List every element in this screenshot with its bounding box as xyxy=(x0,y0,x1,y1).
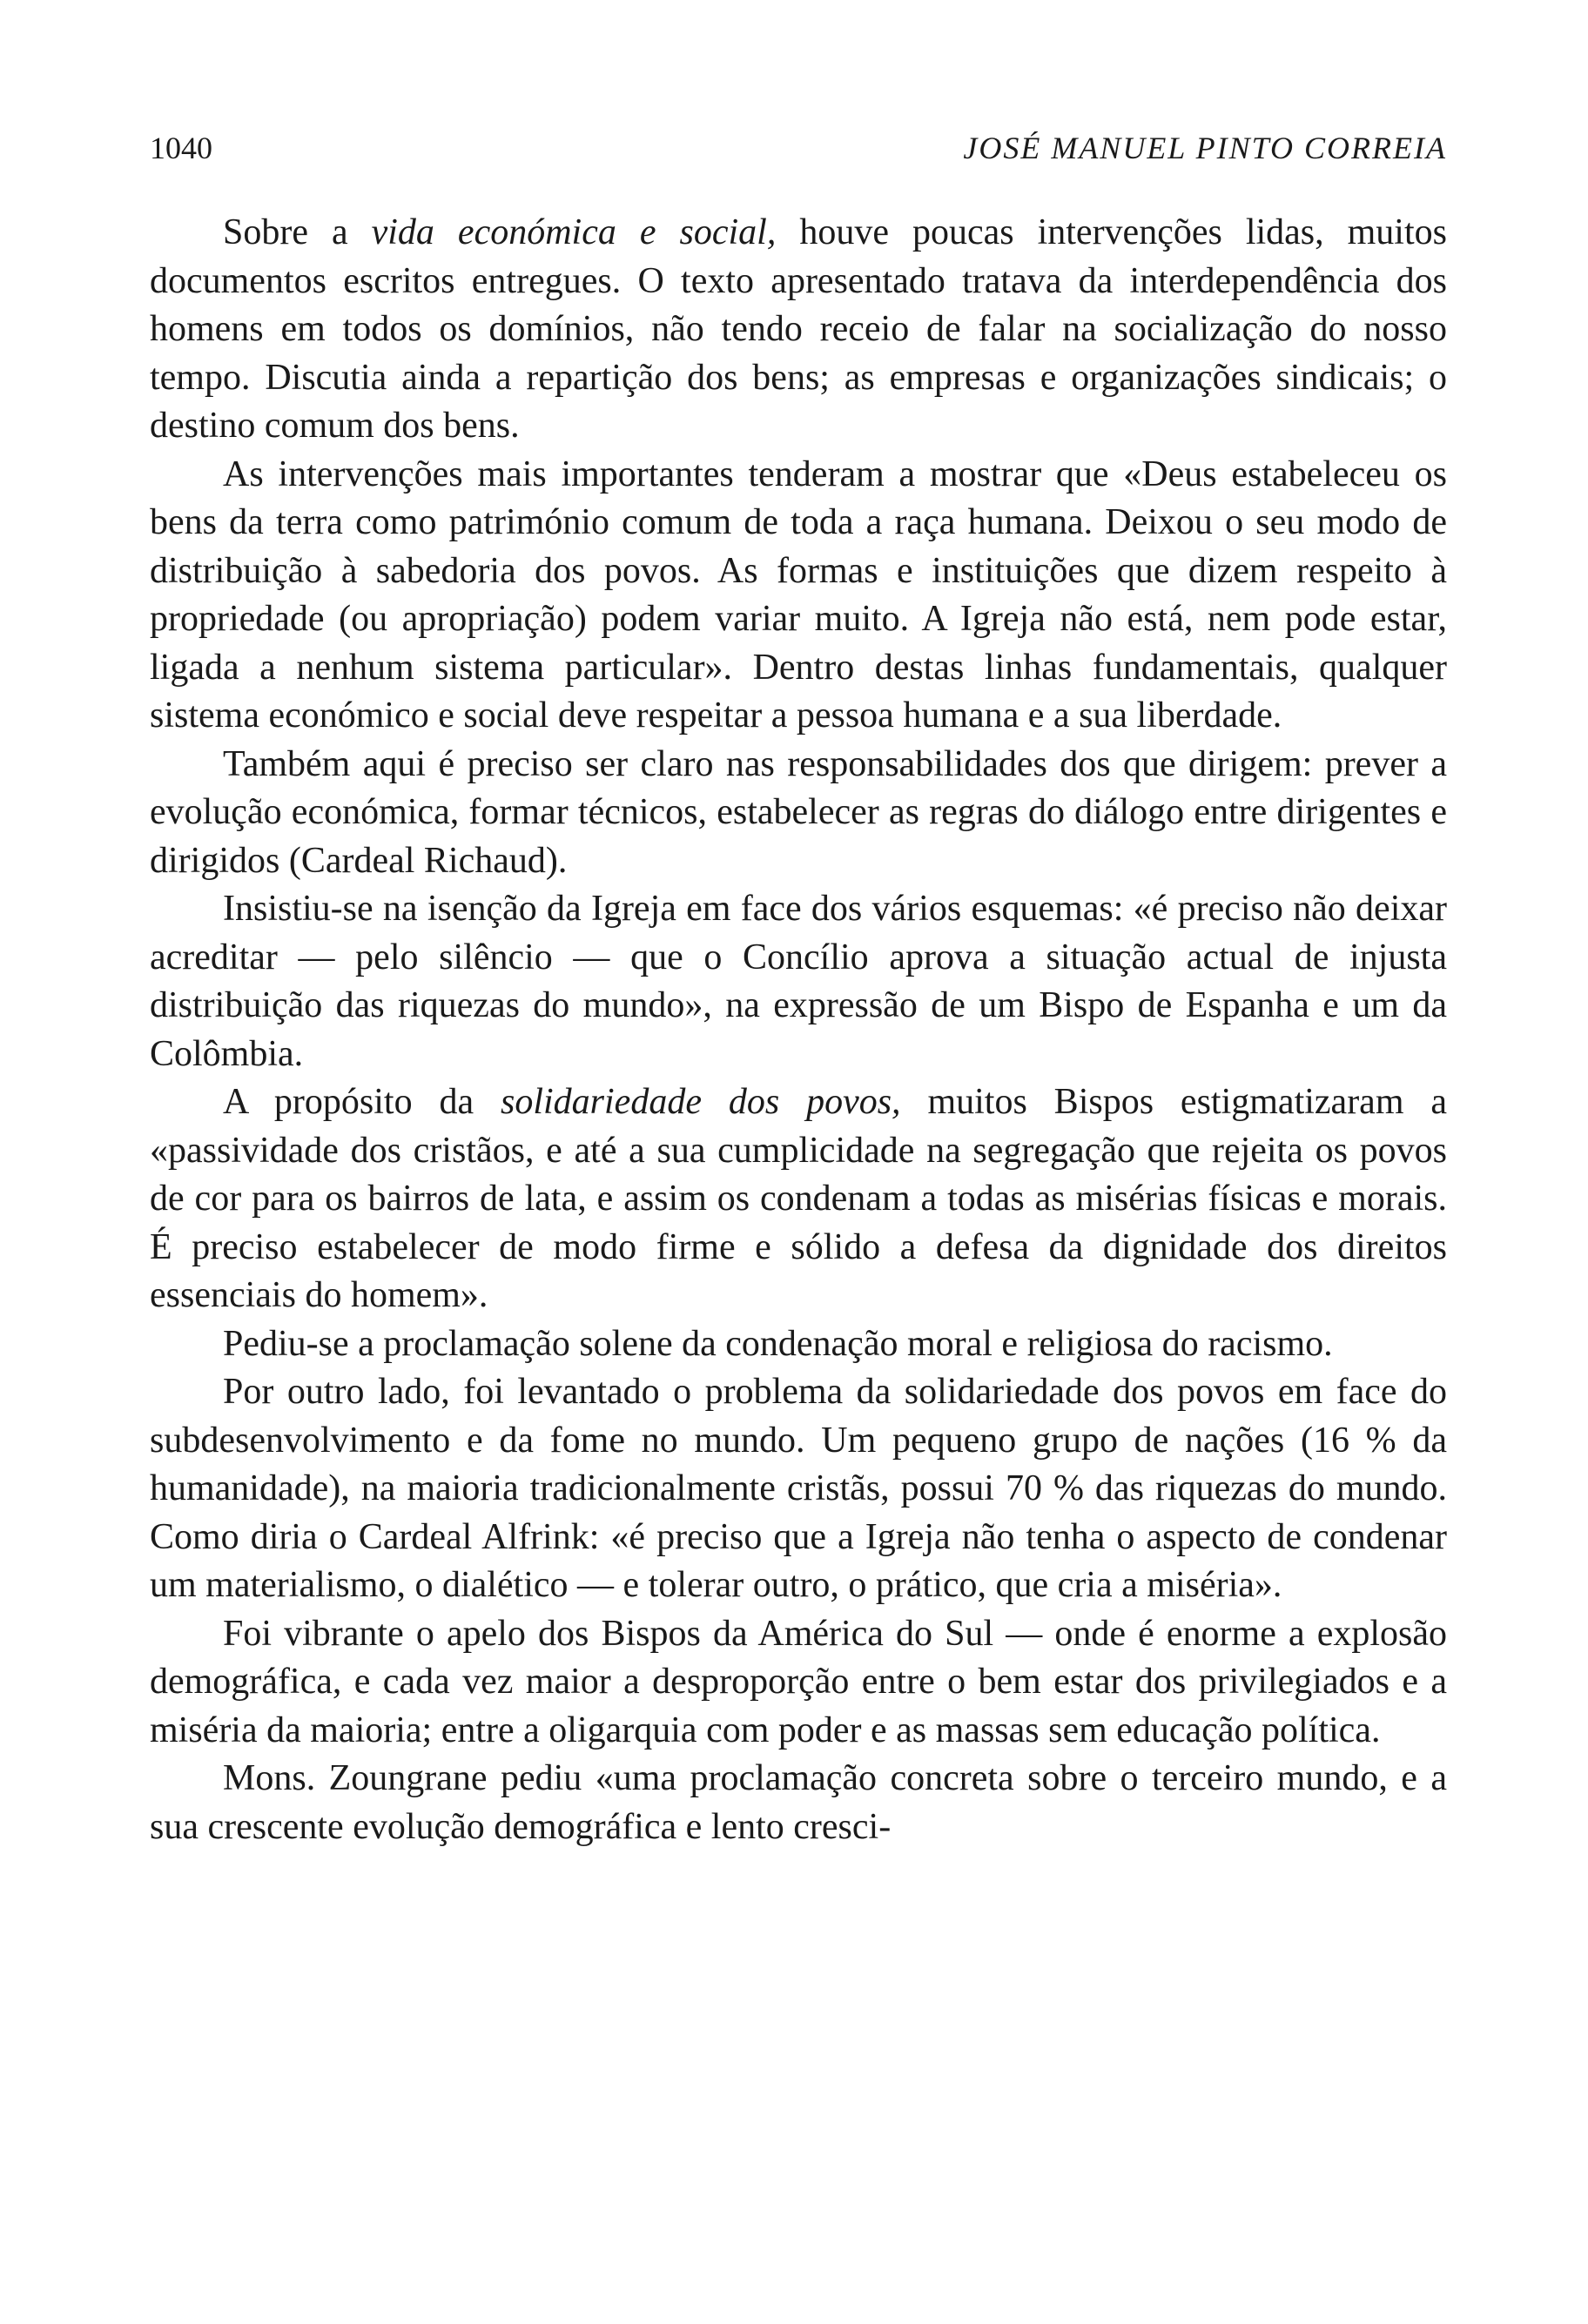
paragraph-economic-social-life xyxy=(150,209,1447,451)
paragraph-text: muitos Bispos estigmatizaram a «passividade dos cristãos, e até a sua cumplicidade na segregação que rejeita os povos de cor para os bairros de lata, e assim os condenam a todas as misérias físicas e morais. É preciso estabelecer de modo firme e sólido a defesa da dignidade dos direitos essenciais do homem». xyxy=(150,1082,1448,1315)
running-header-author: JOSÉ MANUEL PINTO CORREIA xyxy=(963,131,1447,165)
paragraph-responsibilities: Também aqui é preciso ser claro nas responsabilidades dos que dirigem: prever a evolução económica, formar técnicos, estabelecer as regras do diálogo entre dirigentes e dirigidos (Cardeal Richaud). xyxy=(150,743,1447,881)
paragraph-goods-of-earth: As intervenções mais importantes tenderam a mostrar que «Deus estabeleceu os bens da terra como património comum de toda a raça humana. Deixou o seu modo de distribuição à sabedoria dos povos. As formas e instituições que dizem respeito à propriedade (ou apropriação) podem variar muito. A Igreja não está, nem pode estar, ligada a nenhum sistema particular». Dentro destas linhas fundamentais, qualquer sistema económico e social deve respeitar a pessoa humana e a sua liberdade. xyxy=(150,453,1447,735)
paragraph-zoungrane: Mons. Zoungrane pediu «uma proclamação concreta sobre o terceiro mundo, e a sua crescente evolução demográfica e lento cresci- xyxy=(150,1758,1447,1847)
running-header xyxy=(150,122,1447,174)
paragraph-church-exemption: Insistiu-se na isenção da Igreja em face dos vários esquemas: «é preciso não deixar acreditar — pelo silêncio — que o Concílio aprova a situação actual de injusta distribuição das riquezas do mundo», na expressão de um Bispo de Espanha e um da Colômbia. xyxy=(150,889,1447,1074)
paragraph-text: A propósito da xyxy=(223,1082,501,1122)
paragraph-text: houve poucas intervenções lidas, muitos documentos escritos entregues. O texto apresentado tratava da interdependência dos homens em todos os domínios, não tendo receio de falar na socialização do nosso tempo. Discutia ainda a repartição dos bens; as empresas e organizações sindicais; o destino comum dos bens. xyxy=(150,212,1447,446)
paragraph-racism: Pediu-se a proclamação solene da condenação moral e religiosa do racismo. xyxy=(223,1323,1333,1364)
italic-term: solidariedade dos povos, xyxy=(500,1082,901,1122)
italic-term: vida económica e social, xyxy=(371,212,777,252)
body-text xyxy=(150,209,1447,1851)
paragraph-south-america: Foi vibrante o apelo dos Bispos da América do Sul — onde é enorme a explosão demográfica, e cada vez maior a desproporção entre o bem estar dos privilegiados e a miséria da maioria; entre a oligarquia com poder e as massas sem educação política. xyxy=(150,1613,1447,1750)
paragraph-solidarity-of-peoples xyxy=(150,1078,1447,1320)
paragraph-underdevelopment: Por outro lado, foi levantado o problema da solidariedade dos povos em face do subdesenvolvimento e da fome no mundo. Um pequeno grupo de nações (16 % da humanidade), na maioria tradicionalmente cristãs, possui 70 % das riquezas do mundo. Como diria o Cardeal Alfrink: «é preciso que a Igreja não tenha o aspecto de condenar um materialismo, o dialético — e tolerar outro, o prático, que cria a miséria». xyxy=(150,1372,1447,1605)
paragraph-text: Sobre a xyxy=(223,212,372,252)
page-number: 1040 xyxy=(150,131,212,165)
